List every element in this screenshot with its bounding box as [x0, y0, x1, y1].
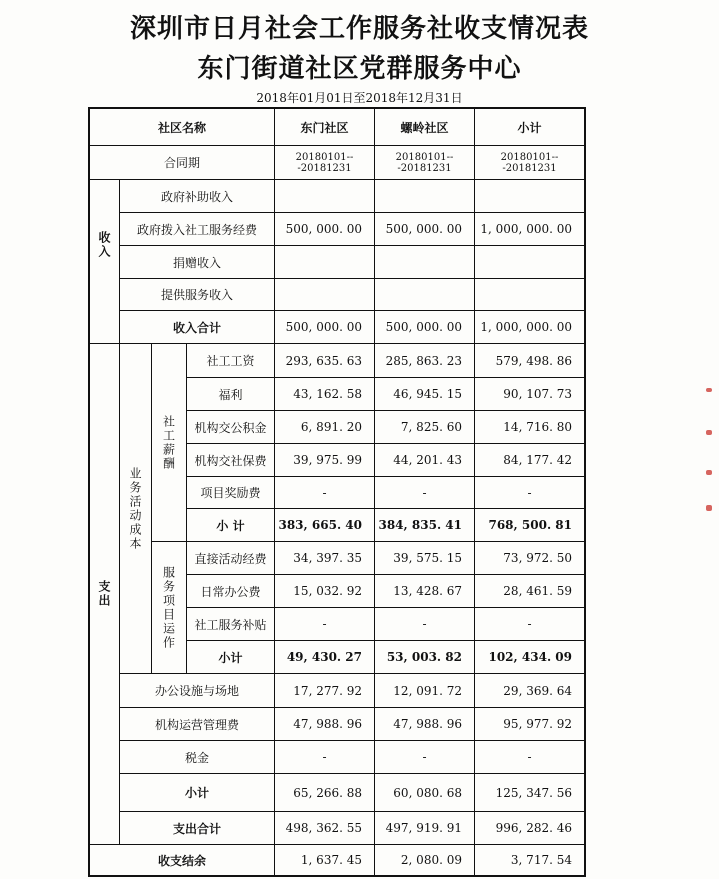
direct-activity-label: 直接活动经费	[194, 551, 267, 566]
social-insurance-dongmen: 39, 975. 99	[293, 453, 362, 467]
tax-subtotal: -	[527, 750, 532, 764]
tax-luoling: -	[422, 750, 427, 764]
gov-service-fee-label: 政府拨入社工服务经费	[136, 222, 257, 237]
welfare-dongmen: 43, 162. 58	[293, 387, 362, 401]
income-section-label: 收入	[97, 231, 111, 259]
office-facility-dongmen: 17, 277. 92	[293, 683, 362, 698]
sw-allowance-subtotal: -	[527, 617, 532, 631]
salary-label: 社工工资	[206, 354, 255, 368]
project-subtotal-dongmen: 49, 430. 27	[286, 650, 362, 664]
direct-activity-dongmen: 34, 397. 35	[293, 551, 362, 565]
contract-period-subtotal: 20180101---20181231	[500, 151, 559, 174]
housing-fund-dongmen: 6, 891. 20	[300, 420, 362, 434]
reporting-period: 2018年01月01日至2018年12月31日	[256, 91, 463, 105]
housing-fund-subtotal: 14, 716. 80	[503, 420, 572, 434]
bonus-luoling: -	[422, 485, 427, 500]
document-title: 深圳市日月社会工作服务社收支情况表	[129, 14, 589, 44]
office-daily-subtotal: 28, 461. 59	[503, 584, 572, 598]
direct-activity-luoling: 39, 575. 15	[393, 551, 462, 565]
office-facility-luoling: 12, 091. 72	[393, 683, 462, 698]
salary-luoling: 285, 863. 23	[385, 353, 462, 368]
balance-label: 收支结余	[157, 853, 206, 868]
sw-allowance-dongmen: -	[322, 617, 327, 631]
social-insurance-luoling: 44, 201. 43	[393, 453, 462, 467]
expense-total-luoling: 497, 919. 91	[385, 821, 462, 835]
service-income-label: 提供服务收入	[160, 288, 233, 302]
welfare-label: 福利	[218, 387, 243, 402]
management-fee-dongmen: 47, 988. 96	[293, 717, 362, 731]
document-subtitle: 东门街道社区党群服务中心	[197, 54, 522, 84]
balance-luoling: 2, 080. 09	[400, 853, 462, 867]
other-subtotal-total: 125, 347. 56	[495, 785, 572, 800]
sw-allowance-label: 社工服务补贴	[194, 617, 267, 632]
office-facility-label: 办公设施与场地	[154, 684, 239, 698]
donation-income-label: 捐赠收入	[172, 255, 221, 270]
project-subtotal-total: 102, 434. 09	[488, 650, 572, 664]
office-daily-dongmen: 15, 032. 92	[293, 584, 362, 598]
direct-activity-subtotal: 73, 972. 50	[503, 551, 572, 565]
salary-subtotal-luoling: 384, 835. 41	[378, 518, 462, 532]
bonus-label: 项目奖励费	[200, 486, 261, 500]
bonus-dongmen: -	[322, 485, 327, 500]
expense-total-label: 支出合计	[172, 821, 221, 836]
subtotal-column-header: 小计	[517, 120, 542, 135]
red-stamp-mark	[706, 505, 712, 511]
salary-subtotal-dongmen: 383, 665. 40	[278, 518, 362, 532]
income-total-subtotal: 1, 000, 000. 00	[480, 320, 572, 334]
salary-subtotal-label: 小 计	[216, 518, 245, 533]
sw-allowance-luoling: -	[422, 617, 427, 631]
salary-dongmen: 293, 635. 63	[285, 353, 362, 368]
office-daily-luoling: 13, 428. 67	[393, 584, 462, 598]
social-insurance-label: 机构交社保费	[194, 453, 267, 468]
luoling-column-header: 螺岭社区	[400, 120, 449, 135]
project-group-label: 服务项目运作	[161, 565, 176, 650]
income-total-label: 收入合计	[172, 320, 221, 335]
business-cost-label: 业务活动成本	[128, 466, 142, 551]
balance-subtotal: 3, 717. 54	[510, 853, 572, 867]
welfare-luoling: 46, 945. 15	[393, 387, 462, 401]
income-total-luoling: 500, 000. 00	[385, 320, 462, 334]
welfare-subtotal: 90, 107. 73	[503, 387, 572, 401]
dongmen-column-header: 东门社区	[300, 120, 349, 135]
housing-fund-label: 机构交公积金	[194, 420, 267, 435]
tax-label: 税金	[184, 750, 209, 765]
finance-table	[88, 107, 586, 877]
other-subtotal-label: 小计	[184, 786, 209, 800]
gov-service-fee-dongmen: 500, 000. 00	[285, 222, 362, 236]
other-subtotal-dongmen: 65, 266. 88	[293, 785, 362, 800]
office-facility-subtotal: 29, 369. 64	[503, 683, 572, 698]
housing-fund-luoling: 7, 825. 60	[400, 420, 462, 434]
expense-section-label: 支出	[97, 580, 111, 608]
management-fee-subtotal: 95, 977. 92	[503, 717, 572, 731]
other-subtotal-luoling: 60, 080. 68	[393, 785, 462, 800]
office-daily-label: 日常办公费	[200, 584, 261, 599]
project-subtotal-label: 小计	[218, 650, 243, 665]
gov-service-fee-luoling: 500, 000. 00	[385, 222, 462, 236]
community-name-header: 社区名称	[157, 120, 206, 135]
salary-group-label: 社工薪酬	[161, 414, 176, 471]
red-stamp-mark	[706, 470, 712, 475]
gov-subsidy-label: 政府补助收入	[160, 189, 233, 204]
social-insurance-subtotal: 84, 177. 42	[503, 453, 572, 467]
management-fee-luoling: 47, 988. 96	[393, 717, 462, 731]
income-total-dongmen: 500, 000. 00	[285, 320, 362, 334]
red-stamp-mark	[706, 388, 712, 392]
expense-total-subtotal: 996, 282. 46	[495, 821, 572, 835]
contract-period-luoling: 20180101---20181231	[395, 151, 454, 174]
bonus-subtotal: -	[527, 485, 532, 500]
balance-dongmen: 1, 637. 45	[300, 853, 362, 867]
salary-subtotal-total: 768, 500. 81	[488, 518, 572, 532]
contract-period-label: 合同期	[163, 156, 200, 170]
expense-total-dongmen: 498, 362. 55	[285, 821, 362, 835]
tax-dongmen: -	[322, 750, 327, 764]
management-fee-label: 机构运营管理费	[154, 717, 239, 732]
red-stamp-mark	[706, 430, 712, 435]
salary-subtotal: 579, 498. 86	[495, 353, 572, 368]
gov-service-fee-subtotal: 1, 000, 000. 00	[480, 222, 572, 236]
project-subtotal-luoling: 53, 003. 82	[386, 650, 462, 664]
contract-period-dongmen: 20180101---20181231	[295, 151, 354, 174]
